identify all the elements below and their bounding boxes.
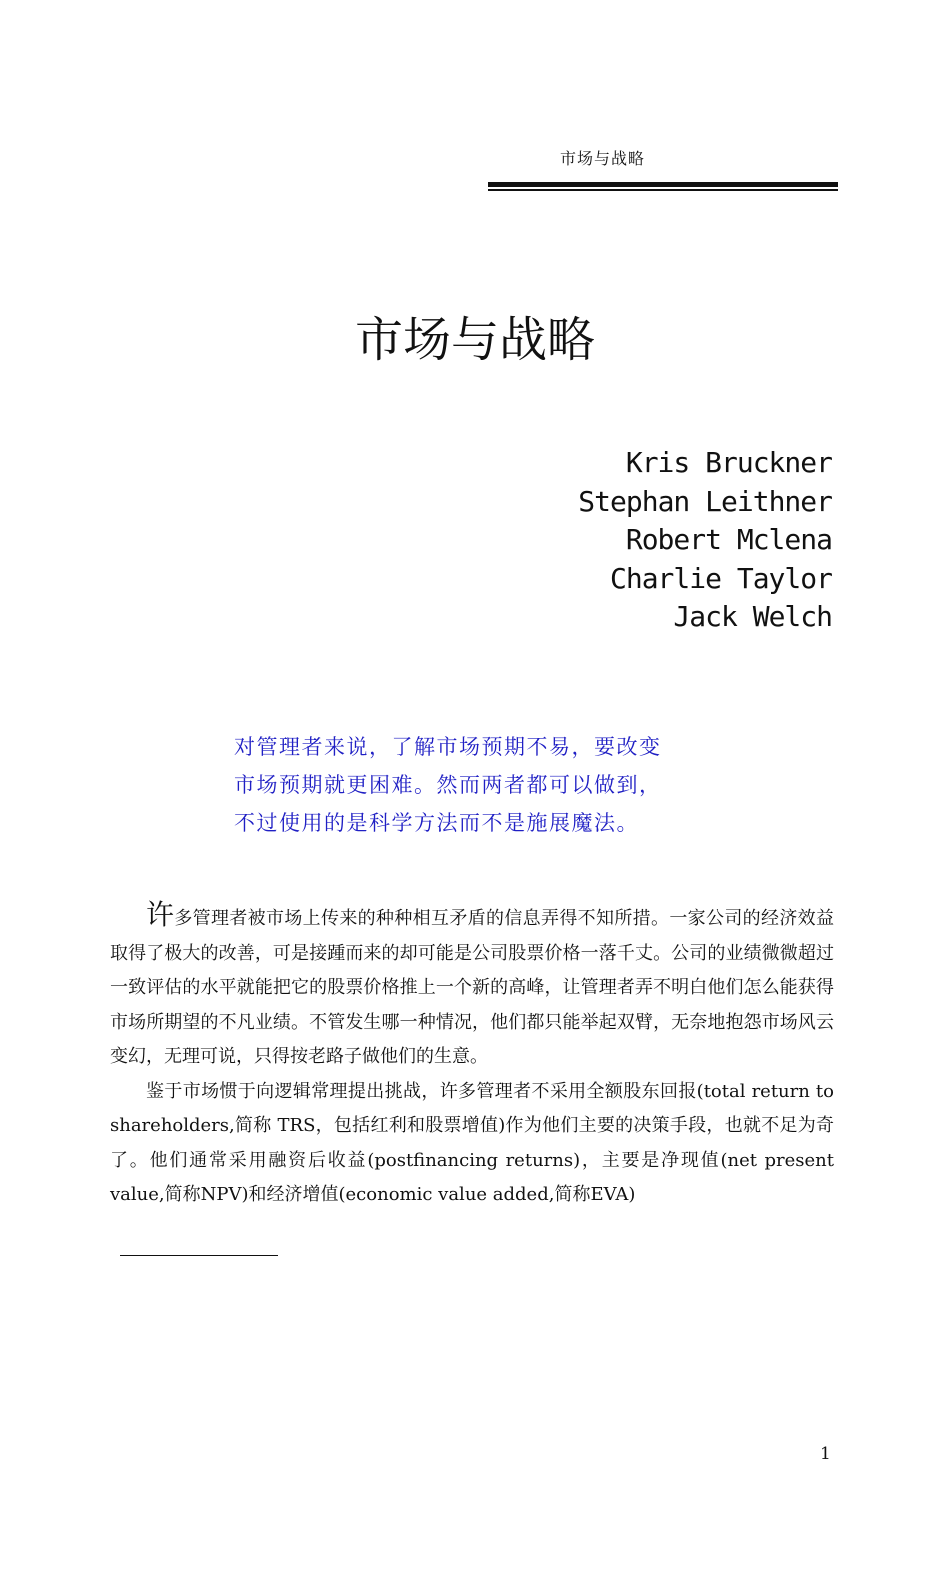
author-name: Robert Mclena	[625, 523, 832, 556]
body-text	[110, 898, 834, 1213]
abstract: 对管理者来说，了解市场预期不易，要改变市场预期就更困难。然而两者都可以做到，不过使用的是科学方法而不是施展魔法。	[234, 735, 662, 835]
paragraph-text: 多管理者被市场上传来的种种相互矛盾的信息弄得不知所措。一家公司的经济效益取得了极大的改善，可是接踵而来的却可能是公司股票价格一落千丈。公司的业绩微微超过一致评估的水平就能把它的股票价格推上一个新的高峰，让管理者弄不明白他们怎么能获得市场所期望的不凡业绩。不管发生哪一种情况，他们都只能举起双臂，无奈地抱怨市场风云变幻，无理可说，只得按老路子做他们的生意。	[110, 908, 834, 1067]
running-header: 市场与战略	[560, 149, 646, 168]
body-paragraph	[110, 898, 834, 1075]
author-name: Stephan Leithner	[578, 484, 832, 518]
author-name: Jack Welch	[673, 600, 832, 633]
header-rule-thin	[488, 189, 838, 191]
page-number: 1	[820, 1444, 831, 1464]
drop-initial: 许	[146, 898, 175, 931]
footnote-rule	[120, 1255, 278, 1256]
header-rule	[488, 182, 838, 187]
author-name: Charlie Taylor	[609, 561, 832, 595]
author-name: Kris Bruckner	[625, 446, 832, 479]
page-title: 市场与战略	[354, 312, 595, 368]
author-list	[578, 444, 832, 637]
body-paragraph: 鉴于市场惯于向逻辑常理提出挑战，许多管理者不采用全额股东回报(total return to shareholders,简称 TRS，包括红利和股票增值)作为他们主要的决策手段，也就不足为奇了。他们通常采用融资后收益(postfinancing returns)，主要是净现值(net present value,简称NPV)和经济增值(economic value added,简称EVA)	[110, 1080, 834, 1205]
